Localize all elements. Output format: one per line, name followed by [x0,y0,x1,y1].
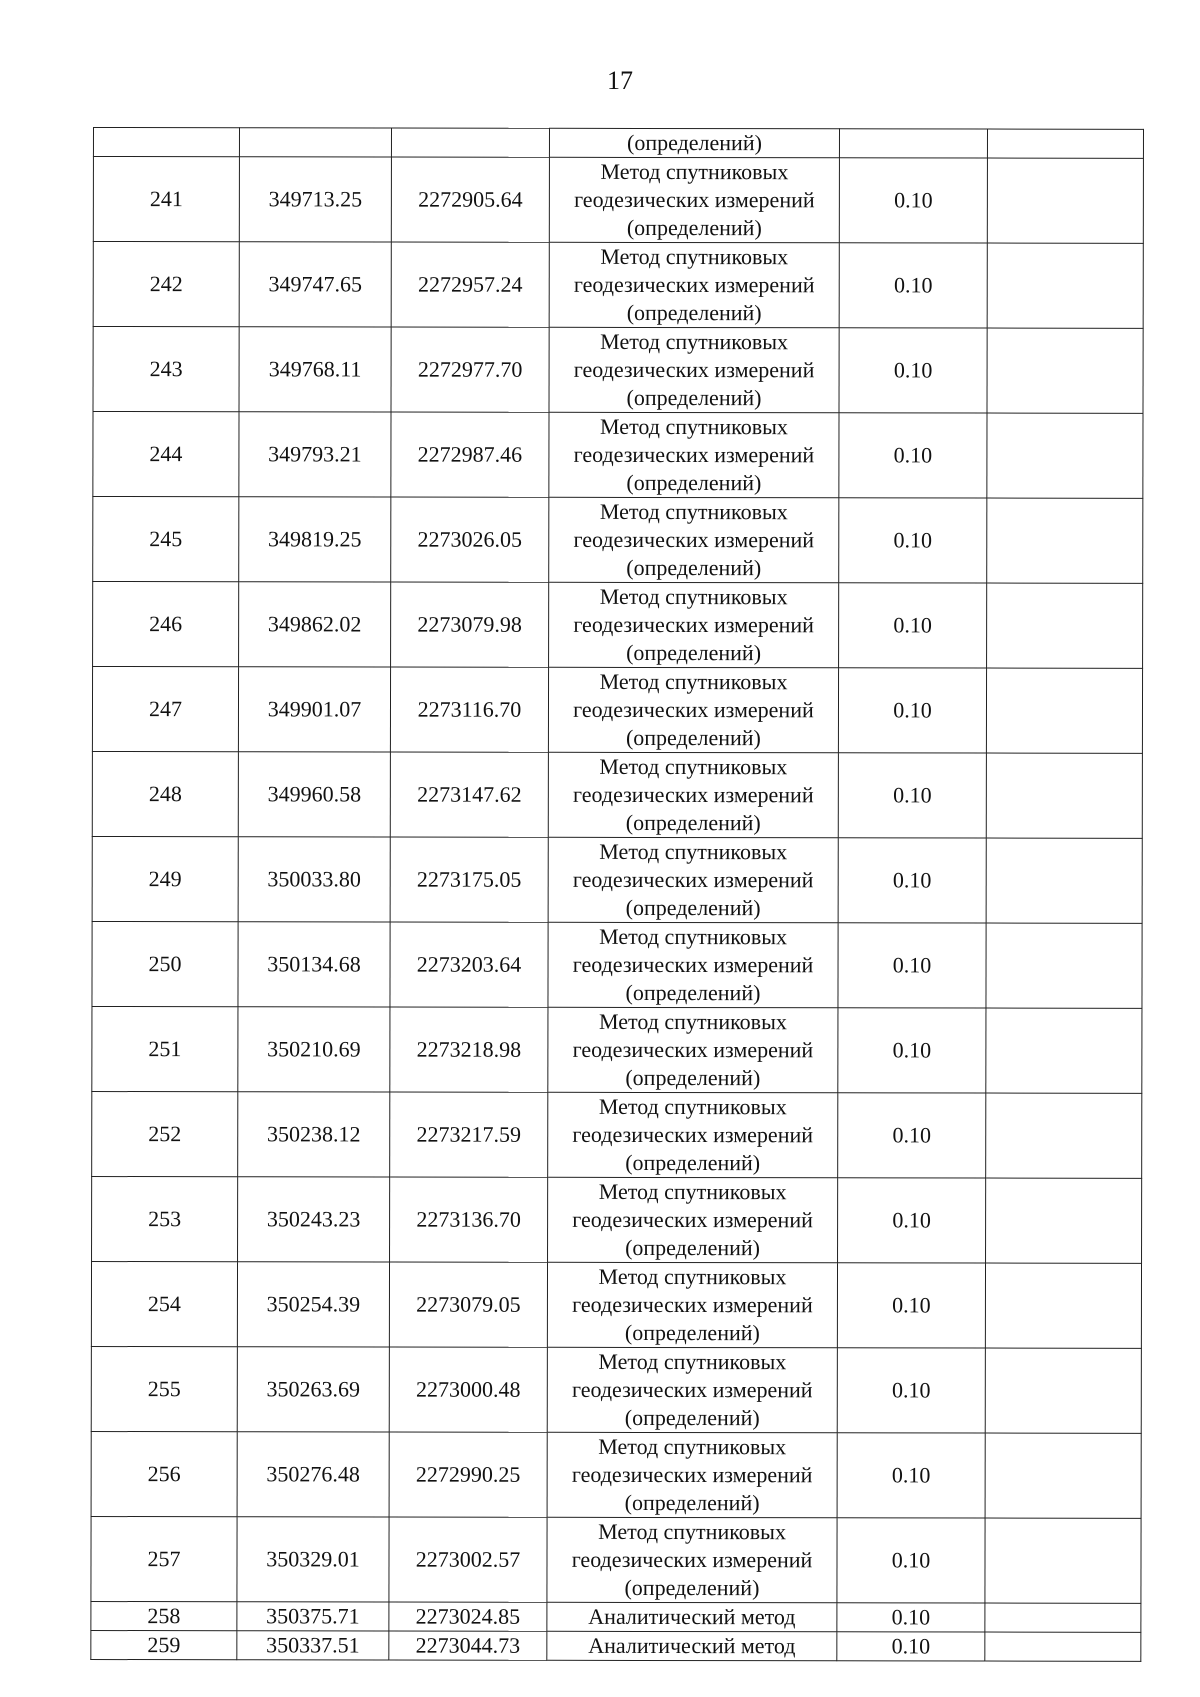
cell-method [548,922,838,1008]
table-row [92,1176,1142,1263]
method-text: Метод спутниковых геодезических измерений (определений) [572,923,814,1006]
cell-accuracy: 0.10 [839,243,987,328]
cell-accuracy: 0.10 [837,1603,985,1632]
cell-y: 2273217.59 [390,1092,548,1177]
cell-empty [985,1433,1141,1518]
cell-x: 349747.65 [239,242,391,327]
coordinates-table [90,127,1144,1662]
cell-y: 2273218.98 [390,1007,548,1092]
cell-method [548,752,838,838]
table-row [93,412,1143,499]
cell-x: 350263.69 [237,1347,389,1432]
method-text: Метод спутниковых геодезических измерений (определений) [574,158,815,241]
cell-empty [986,838,1142,923]
cell-accuracy [839,129,987,158]
table-row [92,921,1142,1008]
cell-accuracy: 0.10 [838,1178,986,1263]
cell-x: 350210.69 [238,1007,390,1092]
method-text: Метод спутниковых геодезических измерений (определений) [572,1178,813,1261]
table-row [91,1516,1141,1603]
table-row [93,242,1143,329]
cell-empty [987,158,1143,243]
method-text: Метод спутниковых геодезических измерений (определений) [571,1348,813,1431]
table-row [91,1431,1141,1518]
cell-x: 350276.48 [237,1432,389,1517]
cell-num: 259 [91,1630,237,1659]
cell-method [548,837,838,923]
cell-x: 350329.01 [237,1517,389,1602]
cell-empty [986,1008,1142,1093]
cell-method [549,327,839,413]
cell-x: 349793.21 [239,412,391,497]
cell-x: 349960.58 [238,752,390,837]
cell-y: 2273026.05 [391,497,549,582]
cell-num: 250 [92,921,238,1006]
table-row [93,157,1143,244]
cell-y: 2273079.98 [391,582,549,667]
cell-accuracy: 0.10 [837,1632,985,1661]
method-text: Метод спутниковых геодезических измерений (определений) [573,243,815,326]
cell-accuracy: 0.10 [838,1008,986,1093]
cell-empty [986,1178,1142,1263]
cell-empty [987,498,1143,583]
cell-accuracy: 0.10 [838,1093,986,1178]
table-row [92,751,1142,838]
cell-method [547,1262,837,1348]
cell-num: 255 [91,1346,237,1431]
table-row [91,1601,1141,1632]
cell-empty [987,328,1143,413]
cell-accuracy: 0.10 [838,838,986,923]
cell-method [548,1007,838,1093]
cell-y: 2272977.70 [391,327,549,412]
cell-y: 2272957.24 [391,242,549,327]
cell-num: 245 [93,497,239,582]
cell-accuracy: 0.10 [838,753,986,838]
method-text: Метод спутниковых геодезических измерений (определений) [573,413,815,496]
cell-empty [986,1093,1142,1178]
cell-x: 350254.39 [237,1262,389,1347]
cell-empty [987,413,1143,498]
cell-accuracy: 0.10 [839,583,987,668]
cell-empty [985,1518,1141,1603]
cell-empty [985,1263,1141,1348]
cell-method [547,1517,837,1603]
cell-x [239,128,391,157]
cell-accuracy: 0.10 [837,1433,985,1518]
cell-method [549,582,839,668]
cell-y: 2273203.64 [390,922,548,1007]
cell-num: 256 [91,1431,237,1516]
cell-num: 244 [93,412,239,497]
table-row [93,582,1143,669]
cell-accuracy: 0.10 [838,668,986,753]
cell-num: 249 [92,836,238,921]
method-text: Аналитический метод [588,1632,796,1659]
method-text: Метод спутниковых геодезических измерений (определений) [573,753,814,836]
cell-num: 254 [91,1261,237,1346]
cell-method [549,412,839,498]
cell-empty [986,668,1142,753]
cell-num: 248 [92,751,238,836]
cell-accuracy: 0.10 [837,1518,985,1603]
table-row [92,667,1142,754]
cell-empty [985,1632,1141,1661]
cell-y: 2273079.05 [389,1262,547,1347]
cell-empty [986,753,1142,838]
method-text: Аналитический метод [588,1603,796,1630]
cell-method [547,1432,837,1518]
cell-x: 349862.02 [239,582,391,667]
cell-accuracy: 0.10 [837,1263,985,1348]
method-text: Метод спутниковых геодезических измерений (определений) [572,838,814,921]
cell-x: 350033.80 [238,837,390,922]
table-row [91,1630,1141,1661]
method-text: Метод спутниковых геодезических измерений (определений) [572,1008,814,1091]
cell-y: 2272987.46 [391,412,549,497]
table-row [92,836,1142,923]
cell-method [549,242,839,328]
page-number: 17 [607,66,633,95]
cell-num [93,128,239,157]
cell-method [548,1177,838,1263]
cell-num: 246 [93,582,239,667]
cell-empty [987,243,1143,328]
cell-empty [987,129,1143,158]
table-row [91,1346,1141,1433]
cell-accuracy: 0.10 [837,1348,985,1433]
method-text: Метод спутниковых геодезических измерений (определений) [571,1433,813,1516]
cell-y: 2273147.62 [390,752,548,837]
cell-num: 258 [91,1601,237,1630]
cell-y: 2272990.25 [389,1432,547,1517]
cell-x: 349901.07 [238,667,390,752]
cell-y [391,128,549,157]
cell-num: 243 [93,327,239,412]
cell-x: 349713.25 [239,157,391,242]
cell-accuracy: 0.10 [839,328,987,413]
cell-x: 349819.25 [239,497,391,582]
table-body [91,128,1144,1662]
method-text: Метод спутниковых геодезических измерений (определений) [573,498,815,581]
cell-num: 251 [92,1006,238,1091]
method-text: Метод спутниковых геодезических измерений (определений) [572,1263,813,1346]
cell-accuracy: 0.10 [839,498,987,583]
cell-accuracy: 0.10 [839,413,987,498]
cell-empty [985,1348,1141,1433]
method-text: Метод спутниковых геодезических измерений (определений) [572,1093,814,1176]
table-row [92,1006,1142,1093]
cell-method [547,1631,837,1661]
cell-method [547,1602,837,1632]
method-text: Метод спутниковых геодезических измерений (определений) [573,668,814,751]
cell-y: 2273024.85 [389,1602,547,1631]
cell-x: 350337.51 [237,1631,389,1660]
table-row [91,1261,1141,1348]
cell-num: 247 [92,667,238,752]
method-text: Метод спутниковых геодезических измерений (определений) [571,1518,813,1601]
continuation-row [93,128,1143,159]
cell-x: 350134.68 [238,922,390,1007]
cell-y: 2273000.48 [389,1347,547,1432]
cell-y: 2273044.73 [389,1631,547,1660]
cell-empty [985,1603,1141,1632]
cell-method [548,667,838,753]
cell-method: (определений) [549,128,839,158]
cell-method [548,1092,838,1178]
cell-y: 2273175.05 [390,837,548,922]
method-text: Метод спутниковых геодезических измерений (определений) [573,328,815,411]
cell-accuracy: 0.10 [839,158,987,243]
table-row [93,327,1143,414]
cell-x: 350375.71 [237,1602,389,1631]
table-row [92,1091,1142,1178]
cell-num: 257 [91,1516,237,1601]
cell-x: 349768.11 [239,327,391,412]
cell-x: 350238.12 [238,1092,390,1177]
cell-accuracy: 0.10 [838,923,986,1008]
cell-method [549,497,839,583]
cell-num: 241 [93,157,239,242]
cell-num: 242 [93,242,239,327]
cell-y: 2272905.64 [391,157,549,242]
cell-method [547,1347,837,1433]
table-row [93,497,1143,584]
cell-num: 252 [92,1091,238,1176]
cell-y: 2273002.57 [389,1517,547,1602]
cell-empty [986,923,1142,1008]
cell-x: 350243.23 [238,1177,390,1262]
cell-num: 253 [92,1176,238,1261]
cell-method [549,157,839,243]
method-text: Метод спутниковых геодезических измерений (определений) [573,583,814,666]
cell-y: 2273116.70 [390,667,548,752]
cell-y: 2273136.70 [390,1177,548,1262]
cell-empty [987,583,1143,668]
